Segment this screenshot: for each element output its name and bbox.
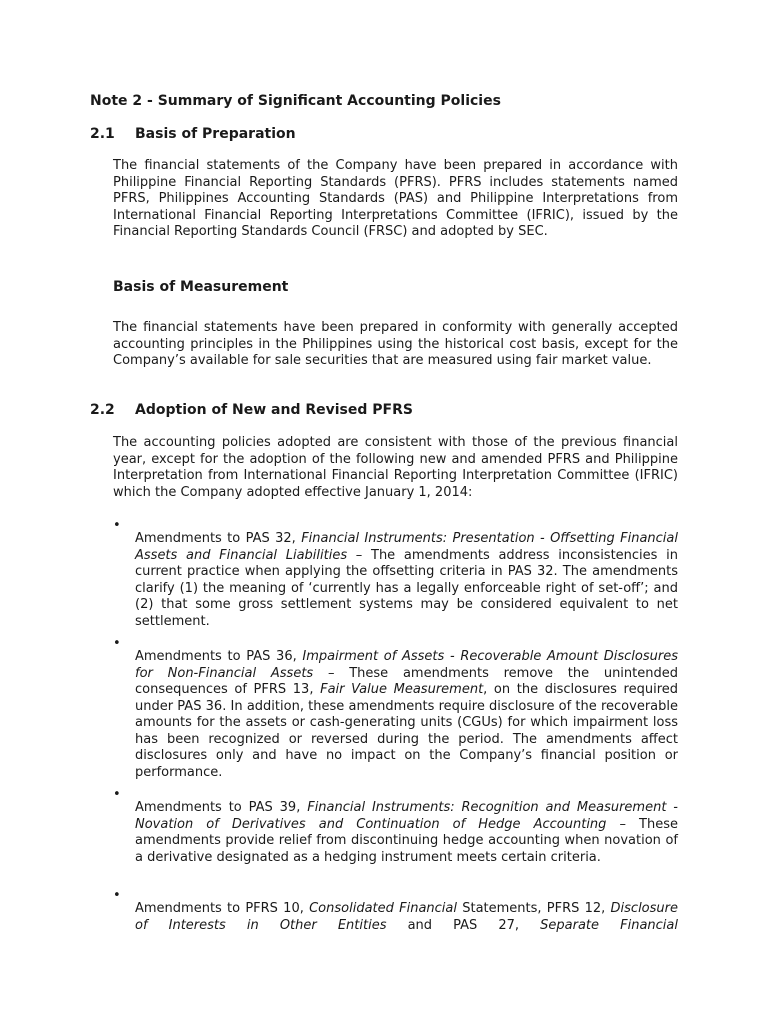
bullet-icon: • xyxy=(113,518,121,533)
list-item xyxy=(113,888,678,947)
bullet-icon: • xyxy=(113,636,121,651)
adoption-paragraph: The accounting policies adopted are consistent with those of the previous financial year, except for the adoption of the following new and amended PFRS and Philippine Interpretation from International Financial Reporting Interpretation Committee (IFRIC) which the Company adopted effective January 1, 2014: xyxy=(113,435,678,500)
section-2-1-number: 2.1 xyxy=(90,126,115,142)
bullet-icon: • xyxy=(113,888,121,903)
bullet-icon: • xyxy=(113,787,121,802)
list-item xyxy=(113,787,678,879)
section-2-1-heading xyxy=(90,125,296,143)
section-2-2-title: Adoption of New and Revised PFRS xyxy=(135,402,413,418)
list-item xyxy=(113,518,678,643)
section-2-2-heading xyxy=(90,401,413,419)
section-2-1-title: Basis of Preparation xyxy=(135,126,296,142)
section-2-2-number: 2.2 xyxy=(90,402,115,418)
list-item-text: Amendments to PAS 32, Financial Instruments: Presentation - Offsetting Financial Assets and Financial Liabilities – The amendments address inconsistencies in current practice when applying the offsetting criteria in PAS 32. The amendments clarify (1) the meaning of ‘currently has a legally enforceable right of set-off’; and (2) that some gross settlement systems may be considered equivalent to net settlement. xyxy=(135,531,678,629)
basis-of-measurement-heading: Basis of Measurement xyxy=(113,279,289,295)
list-item-text: Amendments to PAS 39, Financial Instruments: Recognition and Measurement - Novation of Derivatives and Continuation of Hedge Accounting – These amendments provide relief from discontinuing hedge accounting when novation of a derivative designated as a hedging instrument meets certain criteria. xyxy=(135,800,678,865)
list-item-text: Amendments to PAS 36, Impairment of Assets - Recoverable Amount Disclosures for Non-Financial Assets – These amendments remove the unintended consequences of PFRS 13, Fair Value Measurement, on the disclosures required under PAS 36. In addition, these amendments require disclosure of the recoverable amounts for the assets or cash-generating units (CGUs) for which impairment loss has been recognized or reversed during the period. The amendments affect disclosures only and have no impact on the Company’s financial position or performance. xyxy=(135,649,679,780)
list-item xyxy=(113,636,678,794)
basis-of-measurement-paragraph: The financial statements have been prepared in conformity with generally accepted accounting principles in the Philippines using the historical cost basis, except for the Company’s available for sale securities that are measured using fair market value. xyxy=(113,320,678,368)
list-item-text: Amendments to PFRS 10, Consolidated Financial Statements, PFRS 12, Disclosure of Interests in Other Entities and PAS 27, Separate Financial xyxy=(135,901,678,933)
basis-of-preparation-paragraph: The financial statements of the Company have been prepared in accordance with Philippine Financial Reporting Standards (PFRS). PFRS includes statements named PFRS, Philippines Accounting Standards (PAS) and Philippine Interpretations from International Financial Reporting Interpretations Committee (IFRIC), issued by the Financial Reporting Standards Council (FRSC) and adopted by SEC. xyxy=(113,158,678,239)
note-title: Note 2 - Summary of Significant Accounting Policies xyxy=(90,93,501,109)
